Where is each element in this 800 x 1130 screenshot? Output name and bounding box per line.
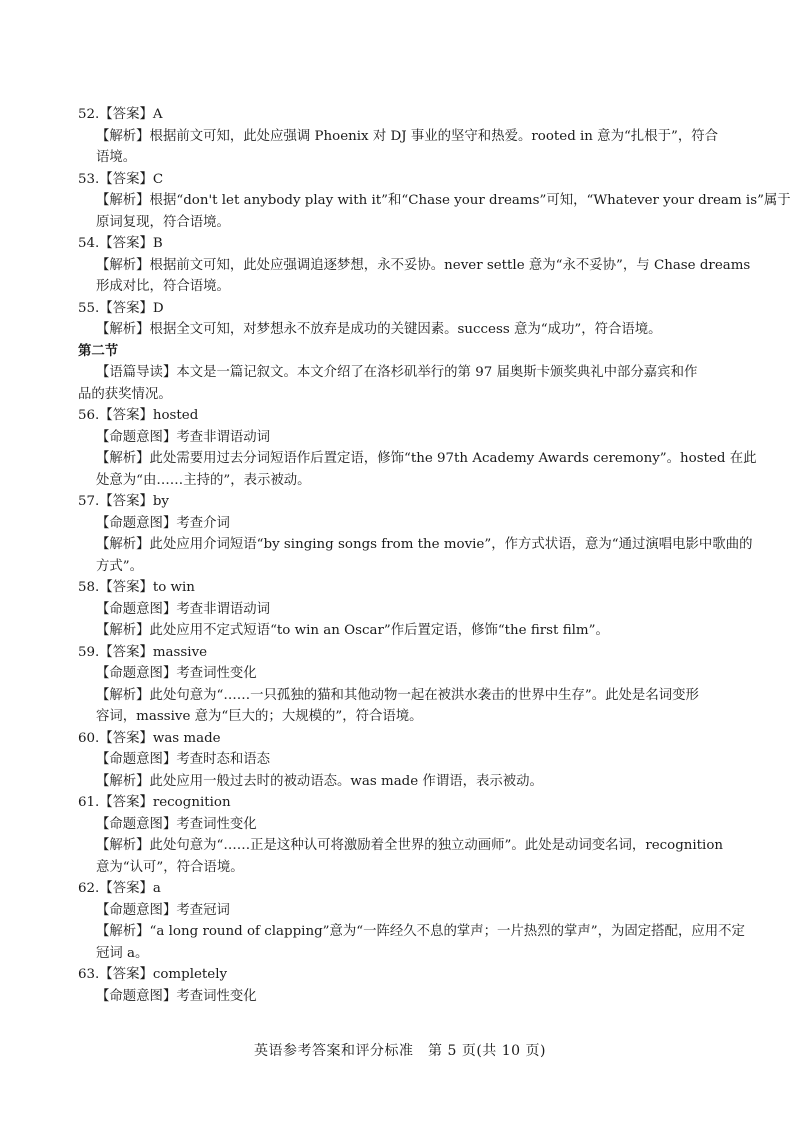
answer-line: 57.【答案】by [78, 494, 169, 509]
answer-line: 55.【答案】D [78, 300, 164, 316]
answer-line: 56.【答案】hosted [78, 408, 199, 423]
explanation-line: 【命题意图】考查非谓语动词 [96, 601, 271, 617]
explanation-line: 处意为“由……主持的”，表示被动。 [96, 472, 311, 488]
explanation-line: 容词，massive 意为“巨大的；大规模的”，符合语境。 [96, 709, 423, 724]
section-heading: 第二节 [78, 342, 119, 359]
explanation-line: 冠词 a。 [96, 945, 149, 961]
answer-line: 63.【答案】completely [78, 967, 228, 982]
explanation-line: 【语篇导读】本文是一篇记叙文。本文介绍了在洛杉矶举行的第 97 届奥斯卡颁奖典礼中部分嘉宾和作 [96, 365, 698, 380]
page-footer: 英语参考答案和评分标准 第 5 页(共 10 页) [254, 1043, 546, 1059]
explanation-line: 【命题意图】考查词性变化 [96, 816, 257, 832]
explanation-line: 【命题意图】考查词性变化 [96, 988, 257, 1004]
answer-line: 53.【答案】C [78, 171, 164, 187]
explanation-line: 【命题意图】考查时态和语态 [96, 752, 271, 767]
answer-line: 62.【答案】a [78, 881, 161, 896]
explanation-line: 【解析】根据前文可知，此处应强调追逐梦想，永不妥协。never settle 意为“永不妥协”，与 Chase dreams [96, 257, 751, 273]
explanation-line: 【解析】“a long round of clapping”意为“一阵经久不息的掌声；一片热烈的掌声”，为固定搭配，应用不定 [96, 924, 745, 939]
explanation-line: 【解析】根据“don't let anybody play with it”和“Chase your dreams”可知，“Whatever your dream is”属于 [96, 193, 791, 208]
answer-line: 61.【答案】recognition [78, 795, 231, 810]
explanation-line: 【解析】此处句意为“……正是这种认可将激励着全世界的独立动画师”。此处是动词变名词，recognition [96, 838, 724, 853]
explanation-line: 【解析】此处句意为“……一只孤独的猫和其他动物一起在被洪水袭击的世界中生存”。此处是名词变形 [96, 687, 699, 703]
answer-line: 52.【答案】A [78, 107, 163, 122]
explanation-line: 意为“认可”，符合语境。 [96, 859, 244, 875]
explanation-line: 语境。 [96, 150, 137, 165]
explanation-line: 【解析】此处应用介词短语“by singing songs from the movie”，作方式状语，意为“通过演唱电影中歌曲的 [96, 537, 753, 552]
explanation-line: 【解析】此处应用不定式短语“to win an Oscar”作后置定语，修饰“the first film”。 [96, 623, 609, 638]
explanation-line: 【解析】根据前文可知，此处应强调 Phoenix 对 DJ 事业的坚守和热爱。rooted in 意为“扎根于”，符合 [96, 128, 719, 144]
answer-line: 60.【答案】was made [78, 730, 221, 746]
explanation-line: 【解析】此处需要用过去分词短语作后置定语，修饰“the 97th Academy Awards ceremony”。hosted 在此 [96, 451, 757, 466]
explanation-line: 【命题意图】考查介词 [96, 515, 230, 531]
explanation-line: 方式”。 [96, 558, 144, 574]
explanation-line: 【解析】此处应用一般过去时的被动语态。was made 作谓语，表示被动。 [96, 773, 543, 789]
explanation-line: 【命题意图】考查词性变化 [96, 666, 257, 681]
text-line: 品的获奖情况。 [78, 386, 172, 402]
explanation-line: 【命题意图】考查冠词 [96, 902, 230, 918]
explanation-line: 【解析】根据全文可知，对梦想永不放弃是成功的关键因素。success 意为“成功”，符合语境。 [96, 322, 662, 337]
explanation-line: 【命题意图】考查非谓语动词 [96, 429, 271, 445]
answer-key-content [78, 104, 791, 1007]
explanation-line: 形成对比，符合语境。 [96, 279, 230, 294]
explanation-line: 原词复现，符合语境。 [96, 214, 230, 230]
answer-line: 58.【答案】to win [78, 580, 195, 595]
answer-line: 54.【答案】B [78, 236, 163, 251]
answer-line: 59.【答案】massive [78, 644, 208, 660]
